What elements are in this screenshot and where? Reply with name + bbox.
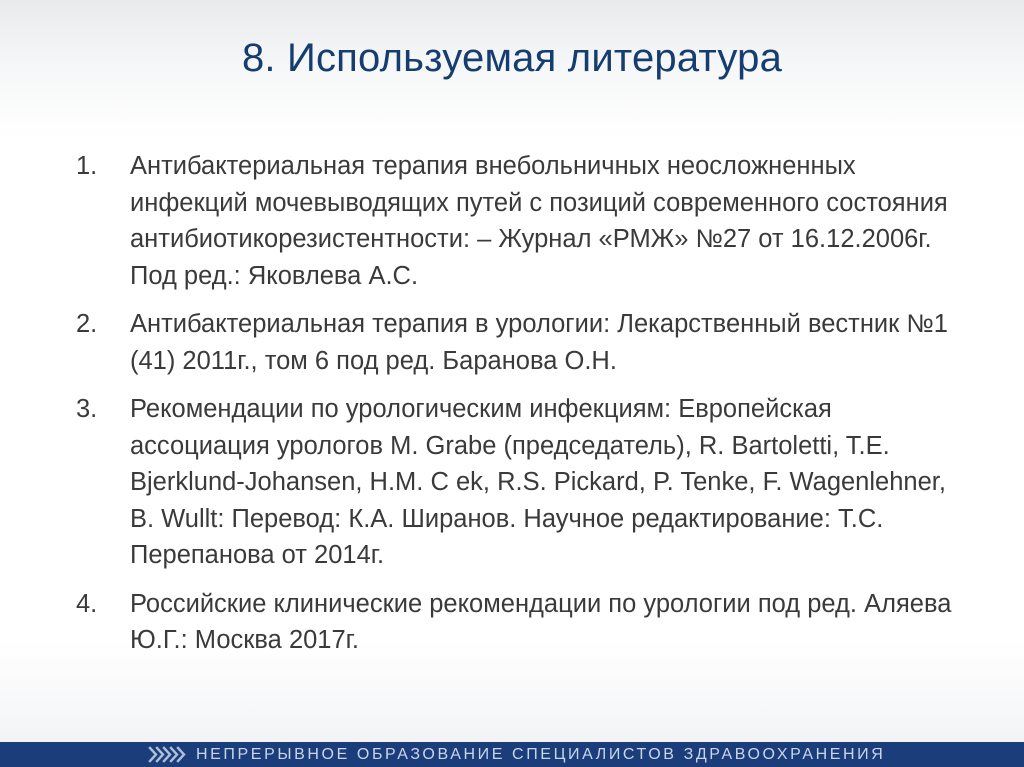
reference-item xyxy=(76,391,976,574)
reference-number: 1. xyxy=(76,152,98,180)
slide-title: 8. Используемая литература xyxy=(241,36,783,80)
footer-tagline: НЕПРЕРЫВНОЕ ОБРАЗОВАНИЕ СПЕЦИАЛИСТОВ ЗДРАВООХРАНЕНИЯ xyxy=(196,746,886,763)
reference-item xyxy=(76,148,976,294)
reference-text: Рекомендации по урологическим инфекциям: Европейская ассоциация урологов M. Grabe (председатель), R. Bartoletti, T.E. Bjerklund-Johansen, H.M. C ek, R.S. Pickard, P. Tenke, F. Wagenlehner, B. Wullt: Перевод: К.А. Ширанов. Научное редактирование: Т.С. Перепанова от 2014г. xyxy=(130,395,946,569)
reference-number: 3. xyxy=(76,395,98,423)
reference-text: Российские клинические рекомендации по урологии под ред. Аляева Ю.Г.: Москва 2017г. xyxy=(130,589,952,654)
reference-list xyxy=(76,148,976,671)
double-chevron-right-icon xyxy=(146,742,192,767)
reference-text: Антибактериальная терапия внебольничных неосложненных инфекций мочевыводящих путей с позиций современного состояния антибиотикорезистентности: – Журнал «РМЖ» №27 от 16.12.2006г. Под ред.: Яковлева А.С. xyxy=(130,152,948,290)
reference-item xyxy=(76,586,976,659)
reference-item xyxy=(76,306,976,379)
reference-text: Антибактериальная терапия в урологии: Лекарственный вестник №1 (41) 2011г., том 6 под ред. Баранова О.Н. xyxy=(130,310,948,375)
reference-number: 4. xyxy=(76,589,98,618)
reference-number: 2. xyxy=(76,310,98,338)
footer-bar xyxy=(0,742,1024,767)
